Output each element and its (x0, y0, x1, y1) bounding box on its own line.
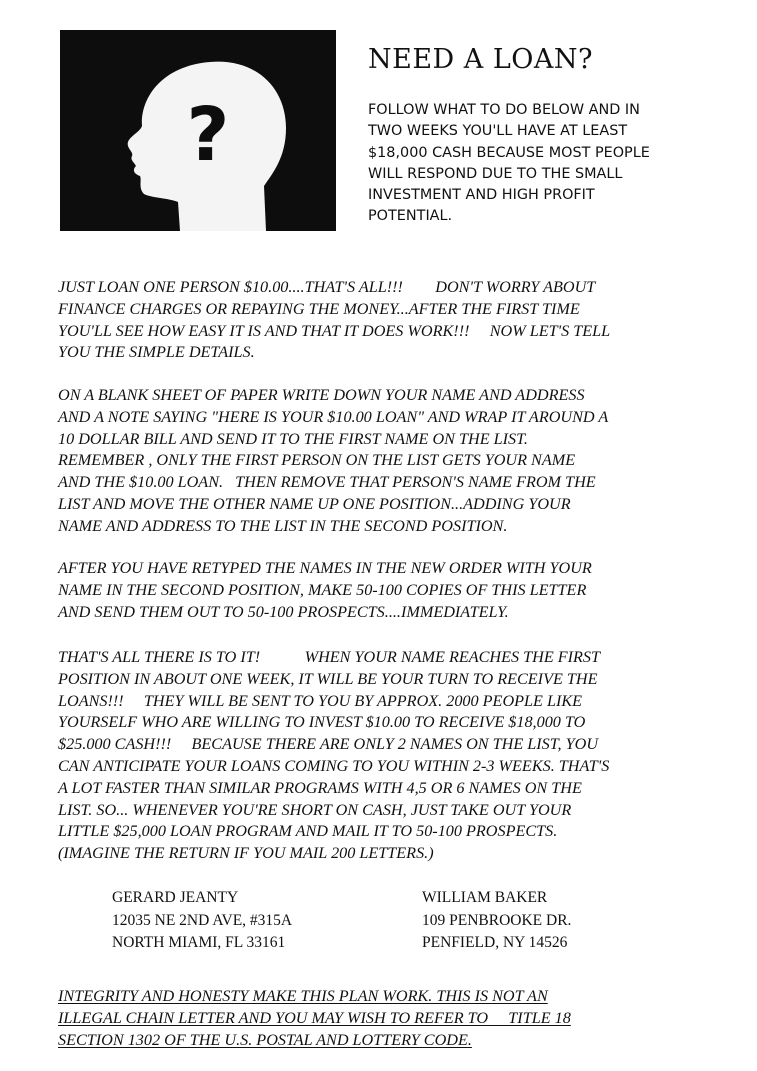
paragraph-line: NAME AND ADDRESS TO THE LIST IN THE SECOND POSITION. (58, 516, 508, 535)
address-city: NORTH MIAMI, FL 33161 (112, 934, 286, 951)
intro-line: TWO WEEKS YOU'LL HAVE AT LEAST (368, 123, 628, 140)
paragraph-line: THAT'S ALL THERE IS TO IT! WHEN YOUR NAME REACHES THE FIRST (58, 648, 601, 666)
address-name: WILLIAM BAKER (422, 889, 548, 906)
paragraph-line: AND A NOTE SAYING "HERE IS YOUR $10.00 LOAN" AND WRAP IT AROUND A (58, 407, 609, 426)
paragraph-instructions (58, 385, 728, 538)
paragraph-line: CAN ANTICIPATE YOUR LOANS COMING TO YOU WITHIN 2-3 WEEKS. THAT'S (58, 756, 610, 775)
address-block-left (112, 887, 292, 955)
paragraph-line: LIST AND MOVE THE OTHER NAME UP ONE POSITION...ADDING YOUR (58, 494, 571, 513)
paragraph-line: LITTLE $25,000 LOAN PROGRAM AND MAIL IT TO 50-100 PROSPECTS. (58, 822, 558, 841)
head-silhouette-question-mark-icon (60, 30, 336, 231)
page-title: NEED A LOAN? (368, 44, 594, 75)
question-mark-symbol: ? (186, 92, 230, 178)
address-name: GERARD JEANTY (112, 889, 239, 906)
intro-line: WILL RESPOND DUE TO THE SMALL (368, 165, 623, 182)
paragraph-line: LIST. SO... WHENEVER YOU'RE SHORT ON CASH, JUST TAKE OUT YOUR (58, 800, 572, 819)
paragraph-line: JUST LOAN ONE PERSON $10.00....THAT'S ALL!!! DON'T WORRY ABOUT (58, 278, 596, 296)
paragraph-returns (58, 647, 728, 865)
address-block-right (422, 887, 571, 955)
paragraph-line: $25.000 CASH!!! BECAUSE THERE ARE ONLY 2 NAMES ON THE LIST, YOU (58, 735, 599, 754)
paragraph-line: FINANCE CHARGES OR REPAYING THE MONEY...AFTER THE FIRST TIME (58, 299, 580, 318)
paragraph-line: (IMAGINE THE RETURN IF YOU MAIL 200 LETTERS.) (58, 844, 434, 863)
paragraph-line: AND SEND THEM OUT TO 50-100 PROSPECTS....IMMEDIATELY. (58, 602, 509, 621)
footer-line: ILLEGAL CHAIN LETTER AND YOU MAY WISH TO REFER TO TITLE 18 (58, 1009, 571, 1027)
intro-line: FOLLOW WHAT TO DO BELOW AND IN (368, 102, 640, 118)
paragraph-line: ON A BLANK SHEET OF PAPER WRITE DOWN YOUR NAME AND ADDRESS (58, 386, 585, 404)
footer-disclaimer (58, 985, 728, 1051)
paragraph-copies (58, 558, 728, 623)
intro-line: POTENTIAL. (368, 208, 453, 225)
footer-line: SECTION 1302 OF THE U.S. POSTAL AND LOTTERY CODE. (58, 1031, 472, 1049)
paragraph-line: LOANS!!! THEY WILL BE SENT TO YOU BY APPROX. 2000 PEOPLE LIKE (58, 691, 583, 710)
paragraph-line: YOU THE SIMPLE DETAILS. (58, 343, 255, 362)
paragraph-line: REMEMBER , ONLY THE FIRST PERSON ON THE LIST GETS YOUR NAME (58, 451, 576, 470)
paragraph-line: YOURSELF WHO ARE WILLING TO INVEST $10.00 TO RECEIVE $18,000 TO (58, 713, 586, 732)
paragraph-line: 10 DOLLAR BILL AND SEND IT TO THE FIRST NAME ON THE LIST. (58, 429, 528, 448)
address-street: 12035 NE 2ND AVE, #315A (112, 911, 293, 929)
paragraph-line: NAME IN THE SECOND POSITION, MAKE 50-100 COPIES OF THIS LETTER (58, 580, 587, 599)
address-street: 109 PENBROOKE DR. (422, 911, 572, 929)
intro-block (368, 100, 708, 228)
paragraph-line: AND THE $10.00 LOAN. THEN REMOVE THAT PERSON'S NAME FROM THE (58, 473, 596, 492)
address-city: PENFIELD, NY 14526 (422, 934, 568, 951)
paragraph-loan-offer (58, 277, 728, 364)
paragraph-line: POSITION IN ABOUT ONE WEEK, IT WILL BE YOUR TURN TO RECEIVE THE (58, 669, 598, 688)
footer-line: INTEGRITY AND HONESTY MAKE THIS PLAN WORK. THIS IS NOT AN (58, 987, 548, 1005)
paragraph-line: AFTER YOU HAVE RETYPED THE NAMES IN THE NEW ORDER WITH YOUR (58, 559, 592, 577)
paragraph-line: A LOT FASTER THAN SIMILAR PROGRAMS WITH 4,5 OR 6 NAMES ON THE (58, 778, 582, 797)
paragraph-line: YOU'LL SEE HOW EASY IT IS AND THAT IT DOES WORK!!! NOW LET'S TELL (58, 321, 611, 340)
intro-line: $18,000 CASH BECAUSE MOST PEOPLE (368, 144, 650, 161)
intro-line: INVESTMENT AND HIGH PROFIT (368, 187, 595, 204)
